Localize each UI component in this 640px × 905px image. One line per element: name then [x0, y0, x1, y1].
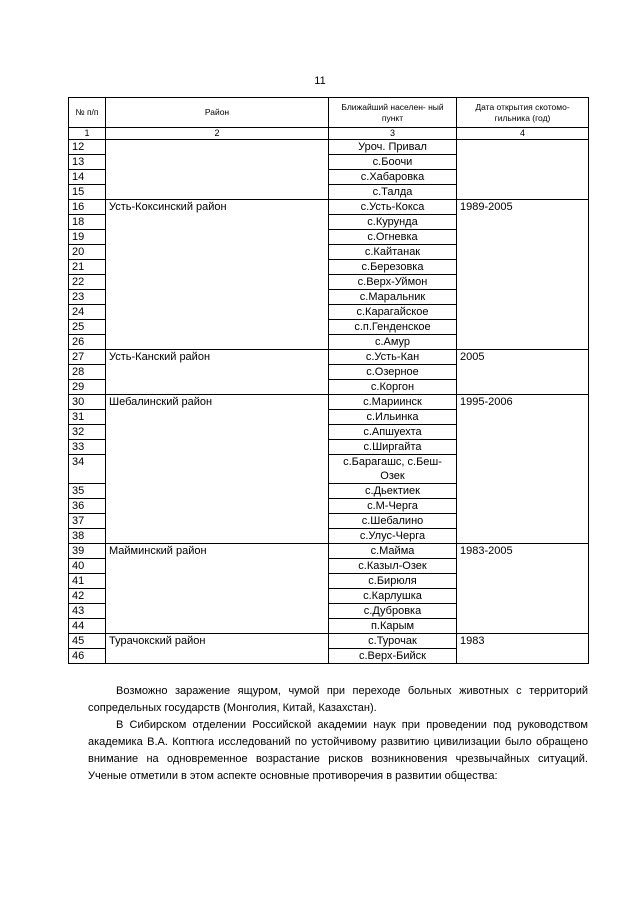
row-number: 18 — [69, 215, 106, 230]
settlement-cell: с.Талда — [329, 185, 457, 200]
row-number: 12 — [69, 140, 106, 155]
row-number: 34 — [69, 455, 106, 484]
settlement-cell: с.Кайтанак — [329, 245, 457, 260]
settlement-cell: с.Улус-Черга — [329, 529, 457, 544]
settlement-cell: с.Карлушка — [329, 589, 457, 604]
district-cell: Майминский район — [106, 544, 329, 634]
column-number: 3 — [329, 128, 457, 140]
table-row — [69, 350, 589, 365]
settlement-cell: с.Мариинск — [329, 395, 457, 410]
row-number: 29 — [69, 380, 106, 395]
settlement-cell: с.Апшуехта — [329, 425, 457, 440]
settlement-cell: с.Турочак — [329, 634, 457, 649]
row-number: 14 — [69, 170, 106, 185]
row-number: 31 — [69, 410, 106, 425]
settlement-cell: с.п.Генденское — [329, 320, 457, 335]
row-number: 41 — [69, 574, 106, 589]
settlement-cell: с.Березовка — [329, 260, 457, 275]
row-number: 38 — [69, 529, 106, 544]
settlement-cell: с.Курунда — [329, 215, 457, 230]
district-cell: Турачокский район — [106, 634, 329, 664]
table-row — [69, 634, 589, 649]
settlement-cell: с.Амур — [329, 335, 457, 350]
row-number: 43 — [69, 604, 106, 619]
row-number: 26 — [69, 335, 106, 350]
header-date: Дата открытия скотомо- гильника (год) — [457, 98, 589, 128]
table-row — [69, 200, 589, 215]
header-place: Ближайший населен- ный пункт — [329, 98, 457, 128]
settlement-cell: с.Боочи — [329, 155, 457, 170]
settlement-cell: с.Усть-Кокса — [329, 200, 457, 215]
settlement-cell: с.М-Черга — [329, 499, 457, 514]
settlement-cell: с.Бирюля — [329, 574, 457, 589]
row-number: 36 — [69, 499, 106, 514]
settlement-cell: с.Дьектиек — [329, 484, 457, 499]
row-number: 25 — [69, 320, 106, 335]
table-body — [69, 140, 589, 664]
row-number: 40 — [69, 559, 106, 574]
district-cell: Усть-Канский район — [106, 350, 329, 395]
column-number: 4 — [457, 128, 589, 140]
column-number-row — [69, 128, 589, 140]
settlement-cell: с.Карагайское — [329, 305, 457, 320]
row-number: 27 — [69, 350, 106, 365]
opening-date-cell: 1983 — [457, 634, 589, 664]
row-number: 28 — [69, 365, 106, 380]
row-number: 19 — [69, 230, 106, 245]
paragraph: Возможно заражение ящуром, чумой при переходе больных животных с территорий сопредельных государств (Монголия, Китай, Казахстан). — [88, 685, 588, 714]
column-number: 1 — [69, 128, 106, 140]
row-number: 16 — [69, 200, 106, 215]
page-number: 11 — [314, 75, 326, 87]
row-number: 35 — [69, 484, 106, 499]
row-number: 13 — [69, 155, 106, 170]
row-number: 32 — [69, 425, 106, 440]
table-header-row — [69, 98, 589, 128]
settlement-cell: с.Маральник — [329, 290, 457, 305]
paragraph: В Сибирском отделении Российской академии наук при проведении под руководством академика В.А. Коптюга исследований по устойчивому развитию цивилизации было обращено внимание на одновременное возрастание рисков возникновения чрезвычайных ситуаций. Ученые отметили в этом аспекте основные противоречия в развитии общества: — [88, 719, 588, 782]
row-number: 37 — [69, 514, 106, 529]
district-cell: Шебалинский район — [106, 395, 329, 544]
settlement-cell: с.Ширгайта — [329, 440, 457, 455]
district-cell: Усть-Коксинский район — [106, 200, 329, 350]
settlement-cell: с.Верх-Бийск — [329, 649, 457, 664]
header-num: № п/п — [69, 98, 106, 128]
row-number: 23 — [69, 290, 106, 305]
settlement-cell: с.Коргон — [329, 380, 457, 395]
burial-sites-table — [68, 97, 589, 664]
row-number: 33 — [69, 440, 106, 455]
settlement-cell: с.Барагашс, с.Беш-Озек — [329, 455, 457, 484]
table-row — [69, 140, 589, 155]
opening-date-cell: 1989-2005 — [457, 200, 589, 350]
settlement-cell: с.Казыл-Озек — [329, 559, 457, 574]
row-number: 22 — [69, 275, 106, 290]
table-row — [69, 544, 589, 559]
row-number: 42 — [69, 589, 106, 604]
opening-date-cell: 1983-2005 — [457, 544, 589, 634]
row-number: 24 — [69, 305, 106, 320]
settlement-cell: с.Ильинка — [329, 410, 457, 425]
settlement-cell: с.Огневка — [329, 230, 457, 245]
district-cell — [106, 140, 329, 200]
settlement-cell: с.Майма — [329, 544, 457, 559]
settlement-cell: с.Усть-Кан — [329, 350, 457, 365]
row-number: 45 — [69, 634, 106, 649]
row-number: 15 — [69, 185, 106, 200]
row-number: 44 — [69, 619, 106, 634]
opening-date-cell — [457, 140, 589, 200]
settlement-cell: с.Озерное — [329, 365, 457, 380]
row-number: 39 — [69, 544, 106, 559]
settlement-cell: с.Дубровка — [329, 604, 457, 619]
header-district: Район — [106, 98, 329, 128]
settlement-cell: с.Хабаровка — [329, 170, 457, 185]
opening-date-cell: 2005 — [457, 350, 589, 395]
settlement-cell: п.Карым — [329, 619, 457, 634]
row-number: 21 — [69, 260, 106, 275]
settlement-cell: с.Шебалино — [329, 514, 457, 529]
opening-date-cell: 1995-2006 — [457, 395, 589, 544]
column-number: 2 — [106, 128, 329, 140]
settlement-cell: с.Верх-Уймон — [329, 275, 457, 290]
row-number: 46 — [69, 649, 106, 664]
row-number: 30 — [69, 395, 106, 410]
settlement-cell: Уроч. Привал — [329, 140, 457, 155]
table-row — [69, 395, 589, 410]
row-number: 20 — [69, 245, 106, 260]
